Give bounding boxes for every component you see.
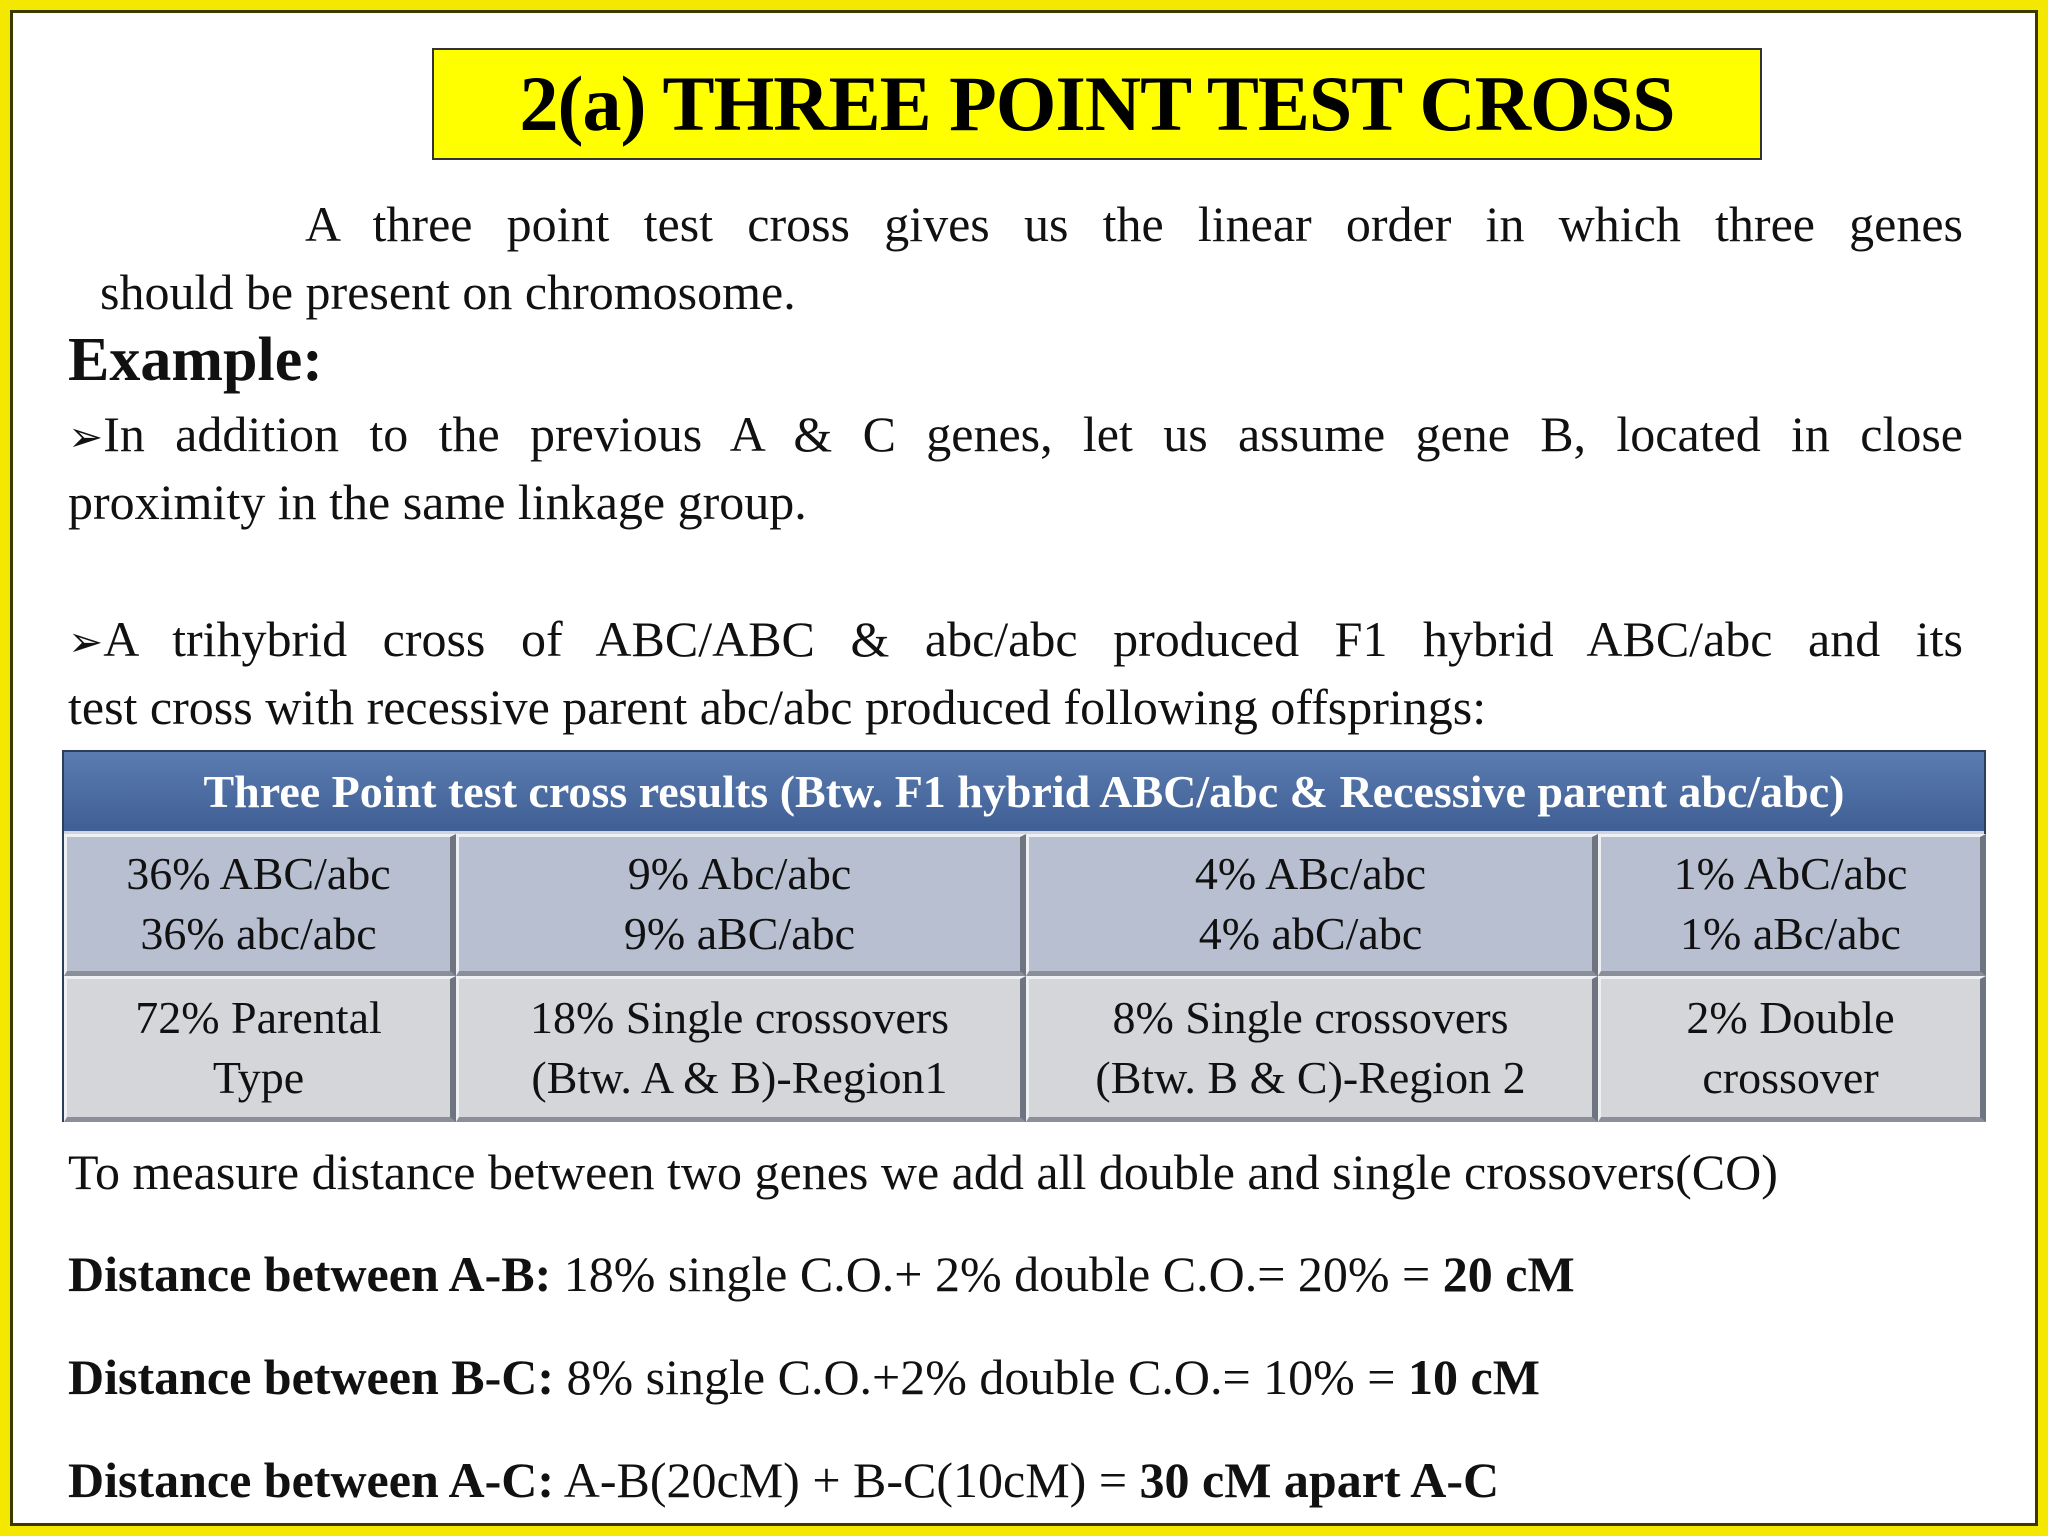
distance-calc: A-B(20cM) + B-C(10cM) = (554, 1452, 1140, 1508)
cell-line: 72% Parental (135, 992, 382, 1043)
cell-line: (Btw. A & B)-Region1 (531, 1052, 948, 1103)
cell-line: 36% abc/abc (140, 908, 377, 959)
cell-line: 4% abC/abc (1198, 908, 1423, 959)
cell-line: 1% AbC/abc (1673, 848, 1908, 899)
bullet-2-line-1 (68, 605, 1963, 676)
distance-label: Distance between A-C: (68, 1452, 555, 1508)
table-cell-region2-genotypes (1026, 834, 1598, 976)
distance-result: 30 cM apart A-C (1139, 1452, 1500, 1508)
intro-line-1: A three point test cross gives us the linear order in which three genes (305, 196, 1963, 252)
bullet-1-text: In addition to the previous A & C genes, let us assume gene B, located in close (103, 406, 1963, 462)
cell-line: 36% ABC/abc (126, 848, 391, 899)
cell-line: 9% aBC/abc (623, 908, 856, 959)
cell-line: (Btw. B & C)-Region 2 (1095, 1052, 1526, 1103)
cell-line: 2% Double (1686, 992, 1895, 1043)
title-box (432, 48, 1762, 160)
table-cell-region1-genotypes (456, 834, 1026, 976)
table-cell-region2-class (1026, 976, 1598, 1122)
distance-a-c (68, 1446, 1499, 1514)
distance-label: Distance between A-B: (68, 1246, 552, 1302)
table-cell-parental-genotypes (64, 834, 456, 976)
distance-result: 20 cM (1442, 1246, 1575, 1302)
table-cell-parental-class (64, 976, 456, 1122)
cell-line: 4% ABc/abc (1194, 848, 1427, 899)
cell-line: Type (212, 1052, 305, 1103)
results-table (62, 750, 1986, 1122)
table-cell-double-genotypes (1598, 834, 1986, 976)
distance-calc: 18% single C.O.+ 2% double C.O.= 20% = (551, 1246, 1443, 1302)
table-cell-region1-class (456, 976, 1026, 1122)
cell-line: 9% Abc/abc (627, 848, 852, 899)
bullet-1-line-2: proximity in the same linkage group. (68, 474, 807, 530)
cell-line: crossover (1702, 1052, 1879, 1103)
bullet-2-text: A trihybrid cross of ABC/ABC & abc/abc produced F1 hybrid ABC/abc and its (103, 611, 1963, 667)
cell-line: 1% aBc/abc (1680, 908, 1901, 959)
bullet-1-line-1 (68, 400, 1963, 471)
example-heading: Example: (68, 326, 323, 394)
arrow-bullet-icon: ➢ (68, 617, 104, 666)
cell-line: 8% Single crossovers (1112, 992, 1509, 1043)
measure-text: To measure distance between two genes we add all double and single crossovers(CO) (68, 1144, 1778, 1200)
page-title: 2(a) THREE POINT TEST CROSS (519, 60, 1675, 147)
table-header: Three Point test cross results (Btw. F1 hybrid ABC/abc & Recessive parent abc/abc) (64, 752, 1984, 834)
distance-result: 10 cM (1408, 1349, 1540, 1405)
bullet-2-line-2: test cross with recessive parent abc/abc produced following offsprings: (68, 679, 1487, 735)
arrow-bullet-icon: ➢ (68, 412, 104, 461)
table-cell-double-class (1598, 976, 1986, 1122)
distance-label: Distance between B-C: (68, 1349, 555, 1405)
cell-line: 18% Single crossovers (529, 992, 950, 1043)
distance-b-c (68, 1343, 1540, 1411)
intro-line-2: should be present on chromosome. (100, 264, 796, 320)
distance-calc: 8% single C.O.+2% double C.O.= 10% = (554, 1349, 1408, 1405)
distance-a-b (68, 1240, 1575, 1308)
